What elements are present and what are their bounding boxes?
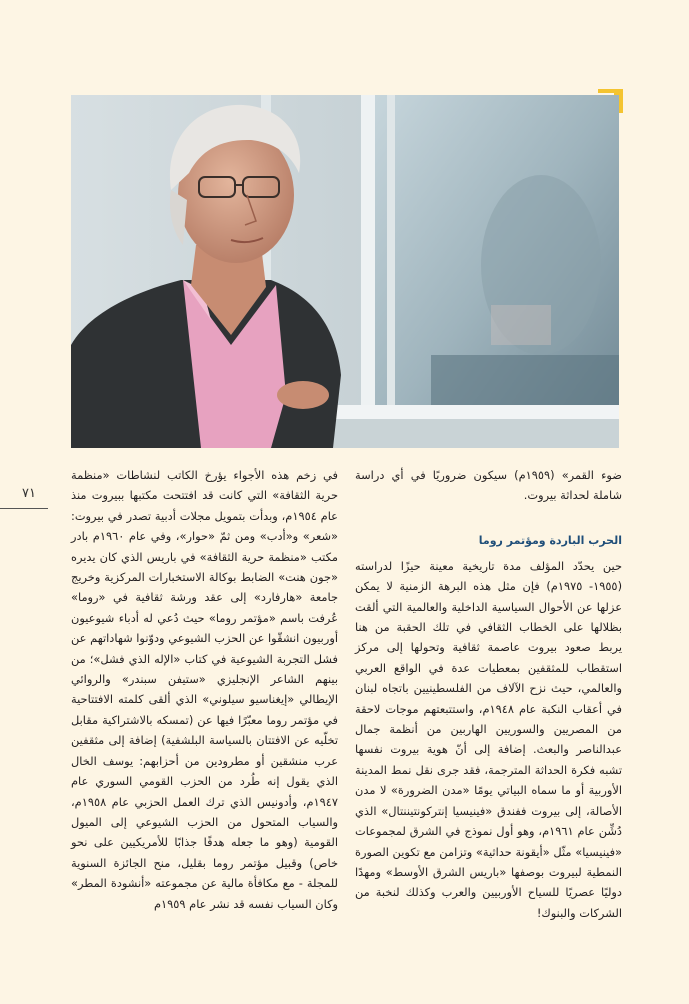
- page-number: ٧١: [22, 486, 36, 501]
- page-number-rule: [0, 508, 48, 509]
- body-paragraph-left: في زخم هذه الأجواء يؤرخ الكاتب لنشاطات «منظمة حرية الثقافة» التي كانت قد افتتحت مكتبها ببيروت منذ عام ١٩٥٤م، وبدأت بتمويل مجلات أدبية تصدر في بيروت: «شعر» و«أدب» ومن ثمّ «حوار»، وفي عام ١٩٦٠م بادر مكتب «منظمة حرية الثقافة» في باريس الذي كان يديره «جون هنت» الضابط بوكالة الاستخبارات المركزية وخريج جامعة «هارفارد» إلى عقد ورشة ثقافية في «روما» عُرفت باسم «مؤتمر روما» حيث دُعي له أدباء شيوعيون أوربيون انشقّوا عن الحزب الشيوعي ودوّنوا شهاداتهم عن فشل التجربة الشيوعية في كتاب «الإله الذي فشل»؛ من بينهم الشاعر الإنجليزي «ستيفن سبندر» والروائي الإيطالي «إيغناسيو سيلوني» الذي ألقى كلمته الافتتاحية في مؤتمر روما معبّرًا فيها عن (تمسكه بالاشتراكية مقابل تخلّيه عن الافتتان بالسياسة البلشفية) إضافة إلى مثقفين عرب منشقين أو مطرودين من أحزابهم: يوسف الخال الذي يقول إنه طُرد من الحزب القومي السوري عام ١٩٤٧م، وأدونيس الذي ترك العمل الحزبي عام ١٩٥٨م، والسياب المتحول من الحزب الشيوعي إلى الميول القومية (وهو ما جعله هدفًا جذابًا للأمريكيين على نحو خاص) وقبيل مؤتمر روما بقليل، منح الجائزة السنوية للمجلة - مع مكافأة مالية عن مجموعته «أنشودة المطر» وكان السياب نفسه قد نشر عام ١٩٥٩م: [71, 468, 338, 911]
- portrait-illustration: [71, 95, 619, 448]
- left-column: [71, 465, 338, 914]
- section-heading: الحرب الباردة ومؤتمر روما: [478, 533, 622, 547]
- right-column: [355, 465, 622, 923]
- intro-paragraph: ضوء القمر» (١٩٥٩م) سيكون ضروريًا في أي دراسة شاملة لحداثة بيروت.: [355, 468, 622, 503]
- portrait-photo: [71, 95, 619, 448]
- body-paragraph-right: حين يحدّد المؤلف مدة تاريخية معينة حيزًا لدراسته (١٩٥٥- ١٩٧٥م) فإن مثل هذه البرهة الزمنية لا يمكن عزلها عن الأحوال السياسية الداخلية والعالمية التي ألقت بظلالها على الخطاب الثقافي في تلك الحقبة من هنا يربط صعود بيروت عاصمة ثقافية وتحولها إلى مركز استقطاب للمثقفين بمعطيات عدة في الواقع العربي والعالمي، حيث نزح الآلاف من الفلسطينيين باتجاه لبنان في أعقاب النكبة عام ١٩٤٨م، واستتبعتهم موجات لاحقة من المصريين والسوريين الهاربين من أنظمة جمال عبدالناصر والبعث. إضافة إلى أنّ هوية بيروت نفسها تشبه فكرة الحداثة المترجمة، فقد جرى نقل نمط المدينة الأوربية أو ما سماه البياتي يومًا «مدن الضرورة» لا مدن الأصالة، إلى بيروت ففندق «فينيسيا إنتركونتيننتال» الذي دُشِّن عام ١٩٦١م، وهو أول نموذج في الشرق لمجموعات «فينيسيا» مثّل «أيقونة حداثية» وتزامن مع تكوين الصورة النمطية لبيروت بوصفها «باريس الشرق الأوسط» ومهدًا دوليًا عصريًا للسياح الأوربيين والعرب وكذلك لنخبة من الشركات والبنوك!: [355, 558, 623, 920]
